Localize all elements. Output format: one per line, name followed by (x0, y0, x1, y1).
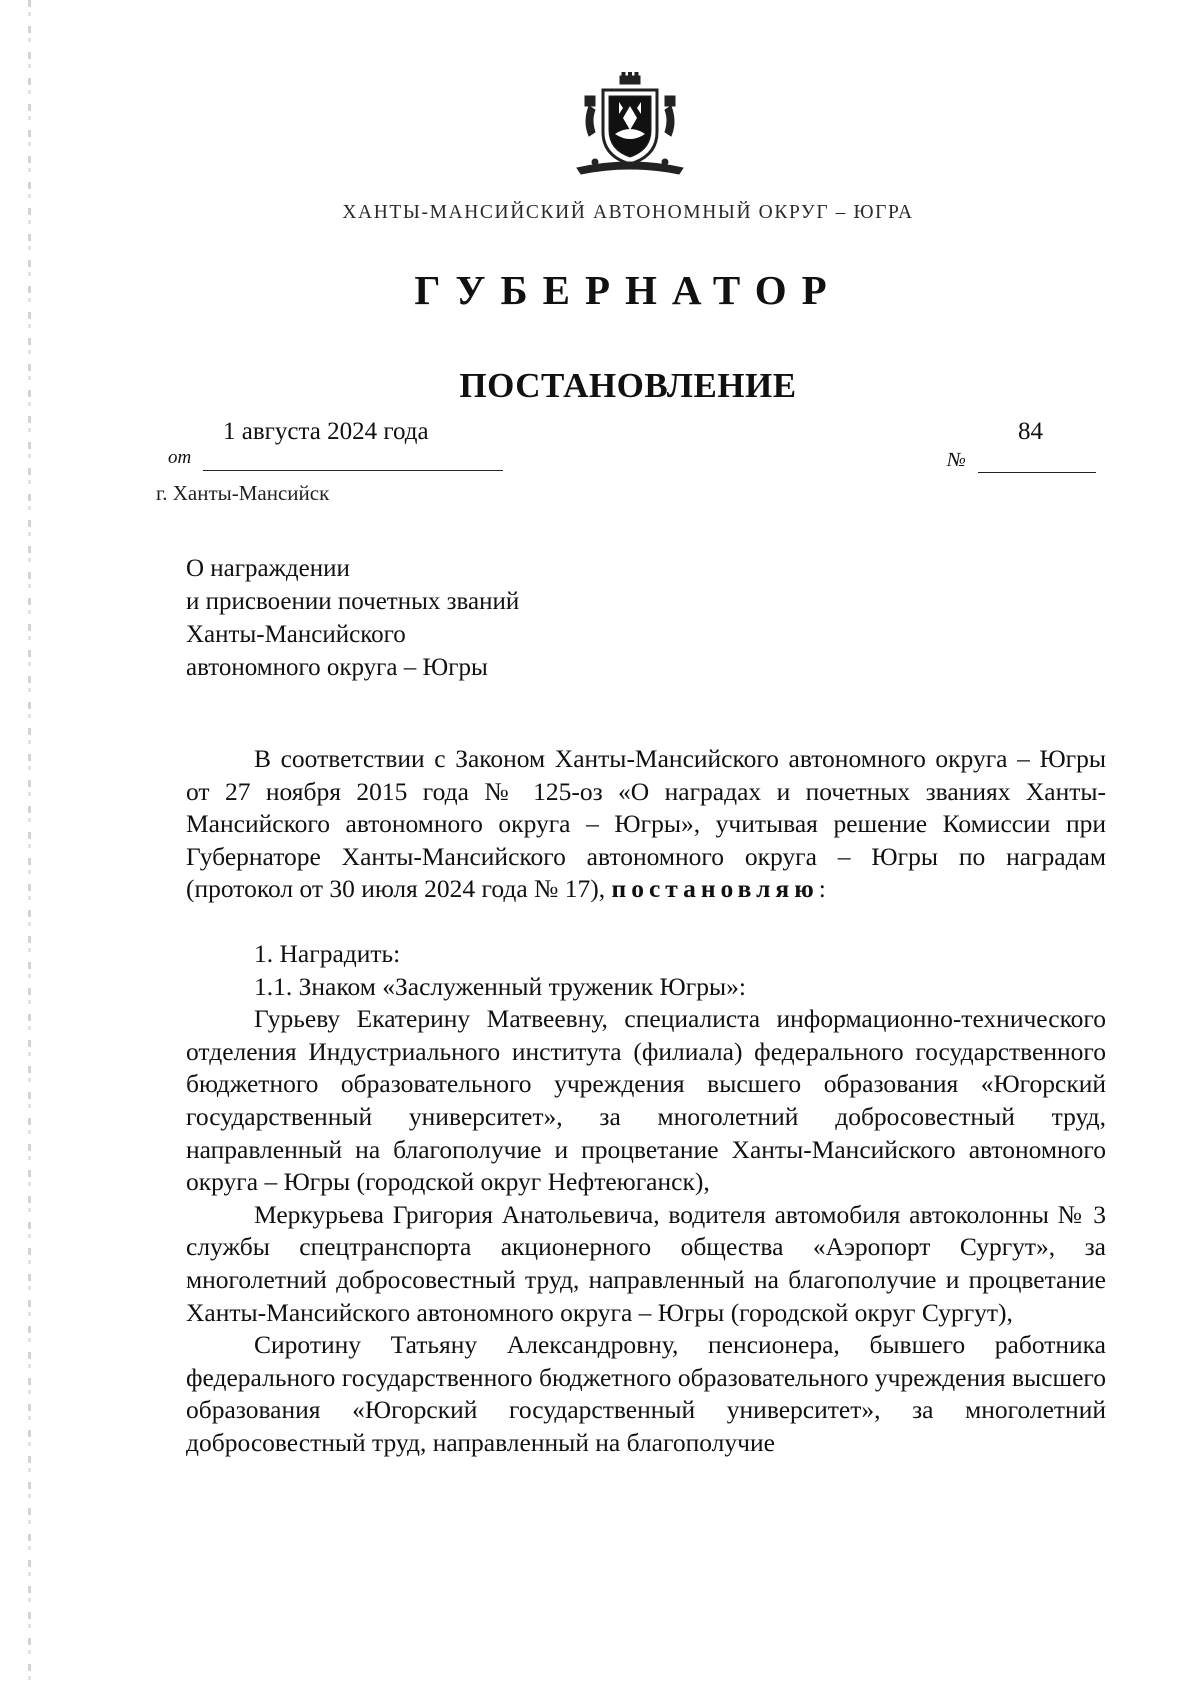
preamble-text: В соответствии с Законом Ханты-Мансийского автономного округа – Югры от 27 ноября 2015 года № 125-оз «О наградах и почетных званиях Ханты-Мансийского автономного округа – Югры», учитывая решение Комиссии при Губернаторе Ханты-Мансийского автономного округа – Югры по наградам (протокол от 30 июля 2024 года № 17), (186, 744, 1106, 904)
decree-number: 84 (1018, 418, 1043, 445)
decree-body (186, 743, 1106, 1459)
governor-heading: ГУБЕРНАТОР (414, 267, 842, 313)
coat-of-arms-emblem (575, 72, 685, 178)
subject-line: и присвоении почетных званий (186, 588, 520, 615)
resolve-word: постановляю (611, 874, 819, 904)
decree-date: 1 августа 2024 года (223, 418, 429, 445)
subject-line: Ханты-Мансийского (186, 621, 406, 648)
resolve-colon: : (818, 874, 826, 904)
item-1: 1. Наградить: (254, 938, 401, 968)
awardee-paragraph: Сиротину Татьяну Александровну, пенсионера, бывшего работника федерального государственного бюджетного образовательного учреждения высшего образования «Югорский государственный университет», за многолетний добросовестный труд, направленный на благополучие (186, 1330, 1106, 1457)
date-underline (203, 470, 503, 471)
okrug-heading: ХАНТЫ-МАНСИЙСКИЙ АВТОНОМНЫЙ ОКРУГ – ЮГРА (342, 202, 914, 223)
decree-subject (186, 552, 519, 684)
awardee-paragraph: Гурьеву Екатерину Матвеевну, специалиста информационно-технического отделения Индустриального института (филиала) федерального государственного бюджетного образовательного учреждения высшего образования «Югорский государственный университет», за многолетний добросовестный труд, направленный на благополучие и процветание Ханты-Мансийского автономного округа – Югры (городской округ Нефтеюганск), (186, 1004, 1106, 1197)
number-label: № (947, 449, 966, 471)
scan-edge (28, 0, 31, 1686)
item-1-1: 1.1. Знаком «Заслуженный труженик Югры»: (254, 971, 746, 1001)
awardee-paragraph: Меркурьева Григория Анатольевича, водителя автомобиля автоколонны № 3 службы спецтранспорта акционерного общества «Аэропорт Сургут», за многолетний добросовестный труд, направленный на благополучие и процветание Ханты-Мансийского автономного округа – Югры (городской округ Сургут), (186, 1199, 1106, 1327)
preamble-paragraph (186, 743, 1106, 906)
number-underline (978, 472, 1096, 473)
date-label: от (168, 447, 192, 468)
subject-line: автономного округа – Югры (186, 654, 488, 681)
decree-type-heading: ПОСТАНОВЛЕНИЕ (459, 366, 797, 405)
city-label: г. Ханты-Мансийск (156, 481, 330, 505)
subject-line: О награждении (186, 555, 350, 582)
